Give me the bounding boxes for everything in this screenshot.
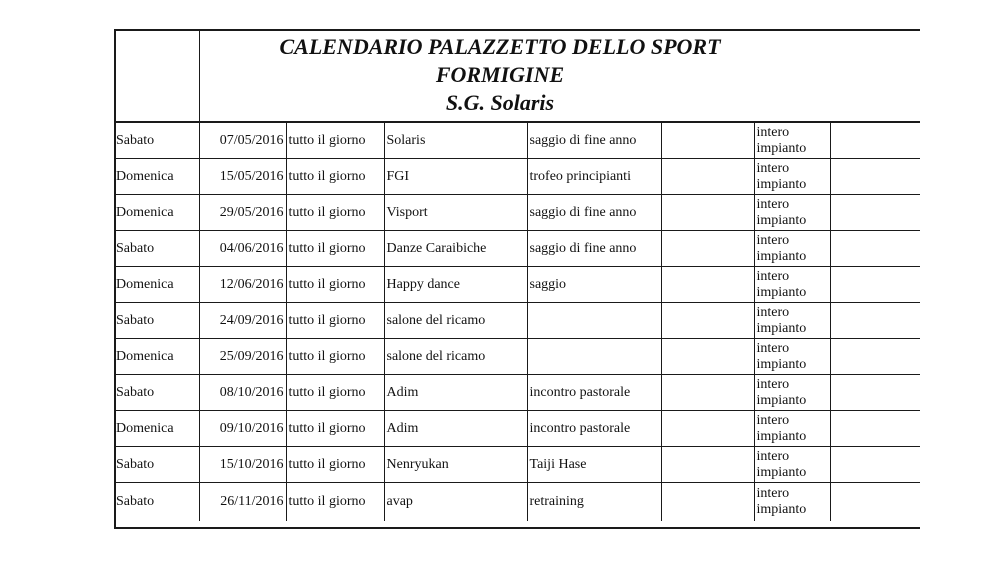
day-cell: Domenica (114, 411, 199, 447)
date-cell: 26/11/2016 (199, 483, 286, 522)
date-cell: 12/06/2016 (199, 267, 286, 303)
note-cell (661, 267, 754, 303)
area-cell (754, 375, 830, 411)
event-cell: trofeo principianti (527, 159, 661, 195)
event-cell: retraining (527, 483, 661, 522)
time-cell: tutto il giorno (286, 195, 384, 231)
time-cell: tutto il giorno (286, 123, 384, 159)
note-cell (661, 303, 754, 339)
table-row (114, 195, 920, 231)
organizer-cell: Visport (384, 195, 527, 231)
area-line-2: impianto (756, 320, 807, 336)
organizer-cell: FGI (384, 159, 527, 195)
title-line-1: CALENDARIO PALAZZETTO DELLO SPORT (279, 34, 721, 59)
date-cell: 29/05/2016 (199, 195, 286, 231)
time-cell: tutto il giorno (286, 267, 384, 303)
note-cell (661, 483, 754, 522)
area-cell (754, 231, 830, 267)
note-cell (661, 375, 754, 411)
area-line-2: impianto (756, 464, 807, 480)
area-cell (754, 339, 830, 375)
area-line-1: intero (756, 196, 790, 212)
organizer-cell: Adim (384, 375, 527, 411)
area-cell (754, 267, 830, 303)
event-cell (527, 303, 661, 339)
table-row (114, 267, 920, 303)
table-row (114, 231, 920, 267)
time-cell: tutto il giorno (286, 159, 384, 195)
date-cell: 15/10/2016 (199, 447, 286, 483)
note-cell (661, 231, 754, 267)
organizer-cell: avap (384, 483, 527, 522)
page-title (200, 33, 800, 117)
area-cell (754, 483, 830, 522)
area-line-2: impianto (756, 248, 807, 264)
calendar-sheet (114, 29, 920, 529)
top-border (114, 29, 920, 31)
day-cell: Sabato (114, 483, 199, 522)
empty-cell (830, 447, 920, 483)
organizer-cell: salone del ricamo (384, 303, 527, 339)
event-cell: saggio di fine anno (527, 231, 661, 267)
empty-cell (830, 339, 920, 375)
date-cell: 04/06/2016 (199, 231, 286, 267)
date-cell: 24/09/2016 (199, 303, 286, 339)
time-cell: tutto il giorno (286, 339, 384, 375)
empty-cell (830, 231, 920, 267)
time-cell: tutto il giorno (286, 483, 384, 522)
calendar-table (114, 123, 920, 521)
area-line-1: intero (756, 486, 790, 501)
organizer-cell: Nenryukan (384, 447, 527, 483)
empty-cell (830, 375, 920, 411)
organizer-cell: Adim (384, 411, 527, 447)
date-cell: 09/10/2016 (199, 411, 286, 447)
note-cell (661, 159, 754, 195)
note-cell (661, 195, 754, 231)
title-line-2: FORMIGINE (435, 62, 565, 87)
empty-cell (830, 303, 920, 339)
date-cell: 07/05/2016 (199, 123, 286, 159)
area-line-1: intero (756, 412, 790, 428)
empty-cell (830, 267, 920, 303)
day-cell: Sabato (114, 375, 199, 411)
table-row (114, 483, 920, 522)
day-cell: Domenica (114, 195, 199, 231)
event-cell: saggio di fine anno (527, 123, 661, 159)
event-cell: saggio di fine anno (527, 195, 661, 231)
event-cell: incontro pastorale (527, 375, 661, 411)
day-cell: Domenica (114, 339, 199, 375)
area-cell (754, 123, 830, 159)
table-row (114, 339, 920, 375)
area-line-1: intero (756, 232, 790, 248)
area-cell (754, 195, 830, 231)
note-cell (661, 447, 754, 483)
area-line-2: impianto (756, 212, 807, 228)
area-line-2: impianto (756, 284, 807, 300)
date-cell: 08/10/2016 (199, 375, 286, 411)
area-line-1: intero (756, 160, 790, 176)
note-cell (661, 339, 754, 375)
area-line-1: intero (756, 124, 790, 140)
empty-cell (830, 159, 920, 195)
event-cell: Taiji Hase (527, 447, 661, 483)
area-line-1: intero (756, 448, 790, 464)
day-cell: Sabato (114, 303, 199, 339)
note-cell (661, 411, 754, 447)
time-cell: tutto il giorno (286, 375, 384, 411)
time-cell: tutto il giorno (286, 231, 384, 267)
area-cell (754, 411, 830, 447)
event-cell: saggio (527, 267, 661, 303)
day-cell: Sabato (114, 447, 199, 483)
organizer-cell: Happy dance (384, 267, 527, 303)
table-row (114, 411, 920, 447)
title-line-3: S.G. Solaris (445, 90, 555, 115)
table-row (114, 159, 920, 195)
event-cell: incontro pastorale (527, 411, 661, 447)
area-line-2: impianto (756, 428, 807, 444)
area-line-2: impianto (756, 392, 807, 408)
area-line-1: intero (756, 340, 790, 356)
area-cell (754, 159, 830, 195)
day-cell: Sabato (114, 231, 199, 267)
organizer-cell: Solaris (384, 123, 527, 159)
date-cell: 15/05/2016 (199, 159, 286, 195)
empty-cell (830, 195, 920, 231)
area-line-2: impianto (756, 356, 807, 372)
area-line-2: impianto (756, 140, 807, 156)
time-cell: tutto il giorno (286, 411, 384, 447)
table-row (114, 447, 920, 483)
note-cell (661, 123, 754, 159)
bottom-border (114, 527, 920, 529)
day-cell: Sabato (114, 123, 199, 159)
area-cell (754, 447, 830, 483)
empty-cell (830, 411, 920, 447)
table-row (114, 123, 920, 159)
time-cell: tutto il giorno (286, 303, 384, 339)
date-cell: 25/09/2016 (199, 339, 286, 375)
day-cell: Domenica (114, 159, 199, 195)
day-cell: Domenica (114, 267, 199, 303)
organizer-cell: salone del ricamo (384, 339, 527, 375)
area-line-1: intero (756, 304, 790, 320)
empty-cell (830, 123, 920, 159)
table-row (114, 303, 920, 339)
time-cell: tutto il giorno (286, 447, 384, 483)
area-line-2: impianto (756, 502, 807, 517)
area-line-2: impianto (756, 176, 807, 192)
table-row (114, 375, 920, 411)
empty-cell (830, 483, 920, 522)
area-cell (754, 303, 830, 339)
organizer-cell: Danze Caraibiche (384, 231, 527, 267)
area-line-1: intero (756, 376, 790, 392)
area-line-1: intero (756, 268, 790, 284)
event-cell (527, 339, 661, 375)
